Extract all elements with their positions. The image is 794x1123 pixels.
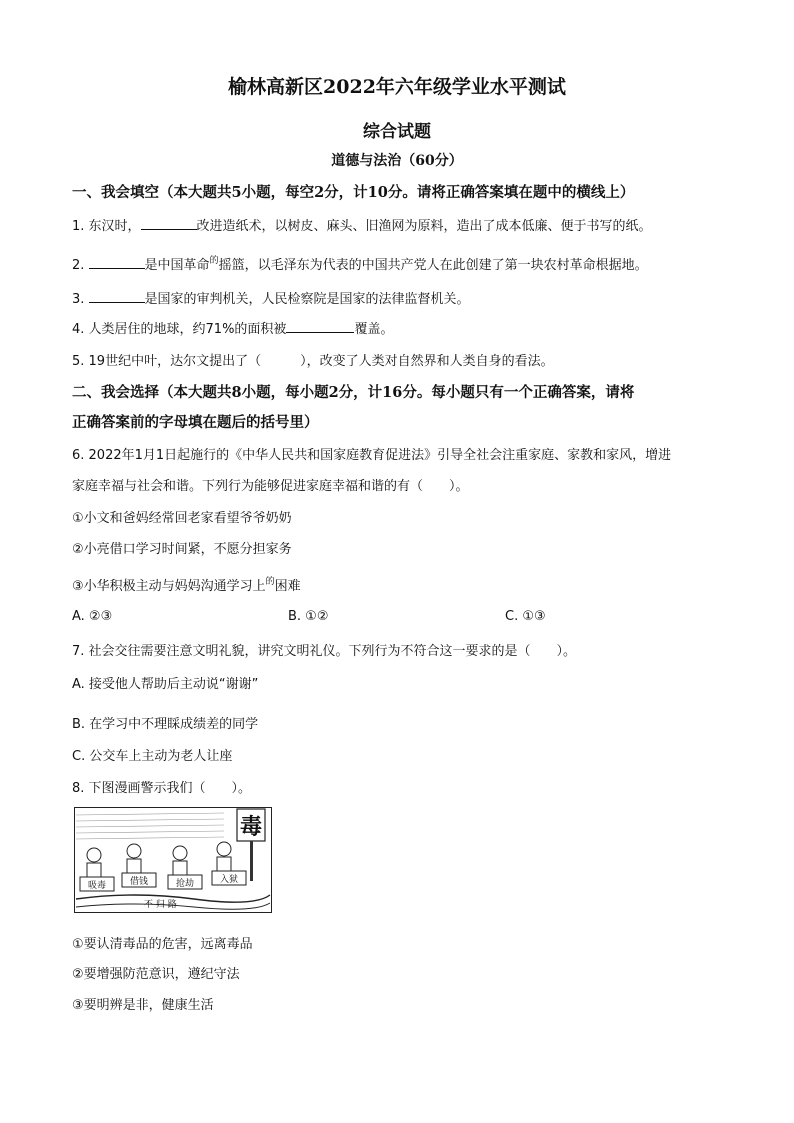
question-1 — [72, 215, 652, 234]
drug-warning-cartoon — [74, 807, 272, 913]
q3-text-post: 是国家的审判机关，人民检察院是国家的法律监督机关。 — [144, 292, 470, 307]
q2-text-pre: 2. — [72, 258, 89, 273]
cartoon-label-3: 抢劫 — [175, 879, 195, 889]
q4-text-pre: 4. 人类居住的地球，约71%的面积被 — [72, 322, 287, 337]
q1-text-post: 改进造纸术，以树皮、麻头、旧渔网为原料，造出了成本低廉、便于书写的纸。 — [196, 219, 652, 234]
q6-option-b[interactable]: B. ①② — [288, 609, 329, 624]
section1-heading: 一、我会填空（本大题共5小题，每空2分，计10分。请将正确答案填在题中的横线上） — [72, 184, 635, 201]
section2-heading-line2: 正确答案前的字母填在题后的括号里） — [72, 414, 319, 431]
question-4 — [72, 318, 393, 337]
q2-blank[interactable] — [89, 255, 145, 269]
q3-text-pre: 3. — [72, 292, 89, 307]
q6-item-3-pre: ③小华积极主动与妈妈沟通学习上 — [72, 579, 266, 594]
q2-text-mid: 是中国革命 — [144, 258, 210, 273]
subject-heading: 道德与法治（60分） — [331, 153, 463, 169]
q6-item-3 — [72, 575, 301, 594]
q6-option-c[interactable]: C. ①③ — [505, 609, 546, 624]
exam-title: 榆林高新区2022年六年级学业水平测试 — [228, 76, 566, 98]
cartoon-illustration — [74, 807, 272, 913]
q7-stem: 7. 社会交往需要注意文明礼貌，讲究文明礼仪。下列行为不符合这一要求的是（ ）。 — [72, 644, 577, 659]
q6-stem-line2: 家庭幸福与社会和谐。下列行为能够促进家庭幸福和谐的有（ ）。 — [72, 479, 469, 494]
q3-blank[interactable] — [89, 289, 145, 303]
q6-item-2: ②小亮借口学习时间紧，不愿分担家务 — [72, 542, 292, 557]
q8-item-3: ③要明辨是非，健康生活 — [72, 998, 214, 1013]
cartoon-label-1: 吸毒 — [87, 881, 107, 891]
section2-heading-line1: 二、我会选择（本大题共8小题，每小题2分，计16分。每小题只有一个正确答案，请将 — [72, 384, 635, 401]
question-5: 5. 19世纪中叶，达尔文提出了（ ），改变了人类对自然界和人类自身的看法。 — [72, 354, 554, 369]
q6-option-a[interactable]: A. ②③ — [72, 609, 113, 624]
q4-text-post: 覆盖。 — [354, 322, 394, 337]
cartoon-sign-text: 毒 — [239, 815, 263, 840]
q7-option-c[interactable]: C. 公交车上主动为老人让座 — [72, 749, 233, 764]
q7-option-a[interactable]: A. 接受他人帮助后主动说“谢谢” — [72, 677, 259, 692]
cartoon-label-4: 入狱 — [219, 875, 239, 885]
q4-blank[interactable] — [286, 319, 354, 333]
q1-blank[interactable] — [141, 216, 197, 230]
q2-superscript: 的 — [209, 256, 219, 266]
q8-item-2: ②要增强防范意识，遵纪守法 — [72, 967, 240, 982]
q2-text-post: 摇篮，以毛泽东为代表的中国共产党人在此创建了第一块农村革命根据地。 — [218, 258, 648, 273]
question-3 — [72, 288, 470, 307]
q7-option-b[interactable]: B. 在学习中不理睬成绩差的同学 — [72, 717, 259, 732]
q8-stem: 8. 下图漫画警示我们（ ）。 — [72, 781, 252, 796]
cartoon-road-text: 不 归 路 — [144, 900, 177, 910]
q6-item-3-post: 困难 — [274, 579, 301, 594]
q1-text-pre: 1. 东汉时， — [72, 219, 141, 234]
q8-item-1: ①要认清毒品的危害，远离毒品 — [72, 937, 253, 952]
question-2 — [72, 254, 648, 273]
q6-item-1: ①小文和爸妈经常回老家看望爷爷奶奶 — [72, 511, 292, 526]
cartoon-label-2: 借钱 — [129, 877, 149, 887]
q6-stem-line1: 6. 2022年1月1日起施行的《中华人民共和国家庭教育促进法》引导全社会注重家庭、家教和家风，增进 — [72, 448, 672, 463]
q6-item-3-superscript: 的 — [265, 577, 275, 587]
exam-subtitle: 综合试题 — [363, 122, 431, 142]
